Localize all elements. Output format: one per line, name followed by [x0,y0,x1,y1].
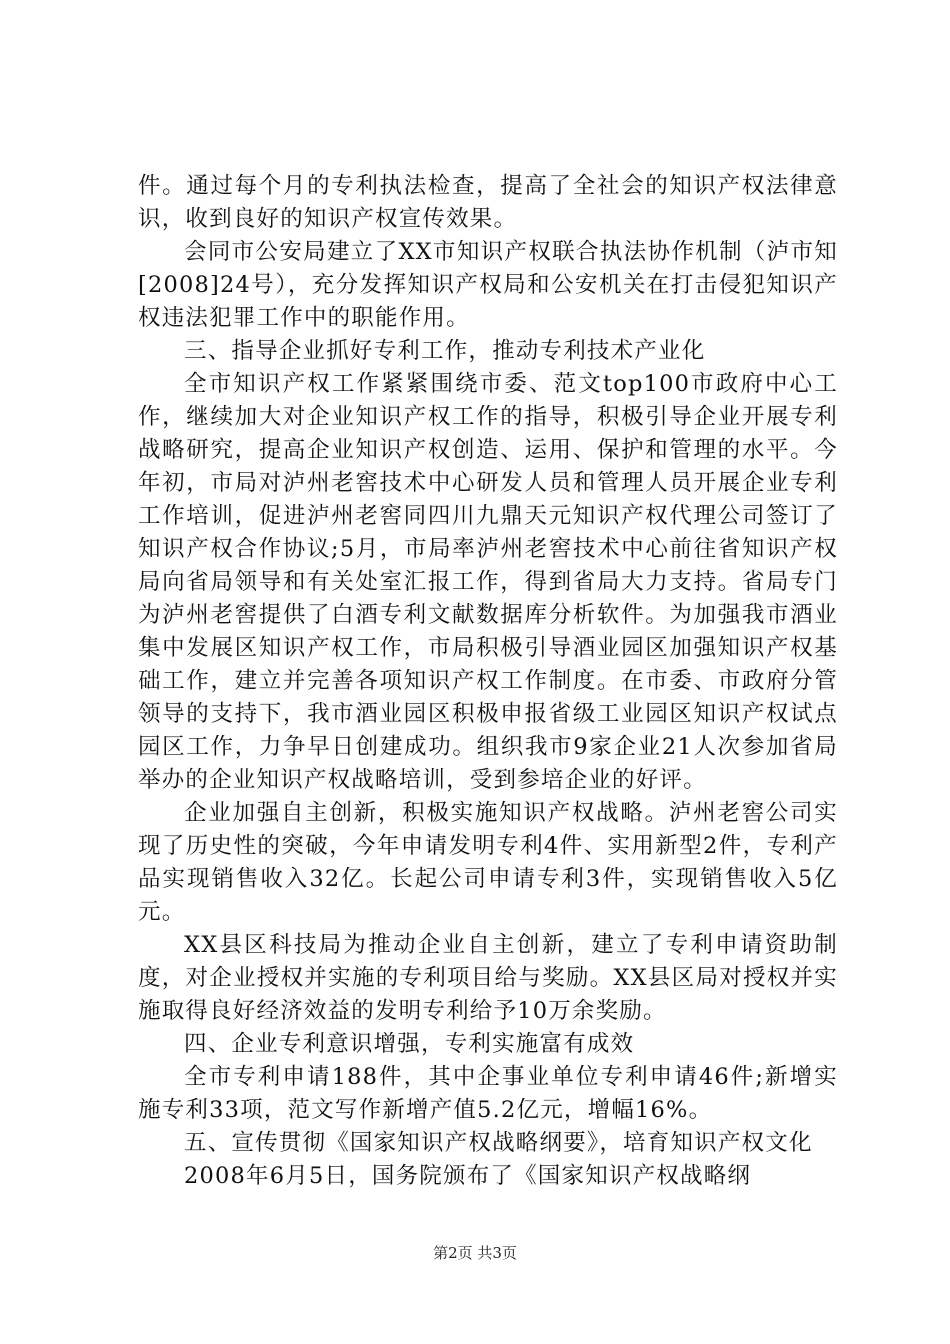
document-body [138,170,838,1193]
section-heading-4: 四、企业专利意识增强，专利实施富有成效 [184,1031,635,1057]
paragraph-continuation: 件。通过每个月的专利执法检查，提高了全社会的知识产权法律意识，收到良好的知识产权宣传效果。 [138,173,838,232]
paragraph-joint-enforcement: 会同市公安局建立了XX市知识产权联合执法协作机制（泸市知[2008]24号），充分发挥知识产权局和公安机关在打击侵犯知识产权违法犯罪工作中的职能作用。 [138,239,838,331]
paragraph-strategy-outline: 2008年6月5日，国务院颁布了《国家知识产权战略纲 [184,1163,752,1189]
paragraph-innovation: 企业加强自主创新，积极实施知识产权战略。泸州老窖公司实现了历史性的突破，今年申请发明专利4件、实用新型2件，专利产品实现销售收入32亿。长起公司申请专利3件，实现销售收入5亿元。 [138,800,838,925]
section-heading-5: 五、宣传贯彻《国家知识产权战略纲要》，培育知识产权文化 [184,1130,813,1156]
paragraph-enterprise-guidance: 全市知识产权工作紧紧围绕市委、范文top100市政府中心工作，继续加大对企业知识产权工作的指导，积极引导企业开展专利战略研究，提高企业知识产权创造、运用、保护和管理的水平。今年初，市局对泸州老窖技术中心研发人员和管理人员开展企业专利工作培训，促进泸州老窖同四川九鼎天元知识产权代理公司签订了知识产权合作协议;5月，市局率泸州老窖技术中心前往省知识产权局向省局领导和有关处室汇报工作，得到省局大力支持。省局专门为泸州老窖提供了白酒专利文献数据库分析软件。为加强我市酒业集中发展区知识产权工作，市局积极引导酒业园区加强知识产权基础工作，建立并完善各项知识产权工作制度。在市委、市政府分管领导的支持下，我市酒业园区积极申报省级工业园区知识产权试点园区工作，力争早日创建成功。组织我市9家企业21人次参加省局举办的企业知识产权战略培训，受到参培企业的好评。 [138,371,838,793]
page-number-footer: 第2页 共3页 [433,1244,517,1262]
paragraph-county-bureau: XX县区科技局为推动企业自主创新，建立了专利申请资助制度，对企业授权并实施的专利项目给与奖励。XX县区局对授权并实施取得良好经济效益的发明专利给予10万余奖励。 [138,932,838,1024]
section-heading-3: 三、指导企业抓好专利工作，推动专利技术产业化 [184,338,706,364]
paragraph-patent-stats: 全市专利申请188件，其中企事业单位专利申请46件;新增实施专利33项，范文写作新增产值5.2亿元，增幅16%。 [138,1064,838,1123]
